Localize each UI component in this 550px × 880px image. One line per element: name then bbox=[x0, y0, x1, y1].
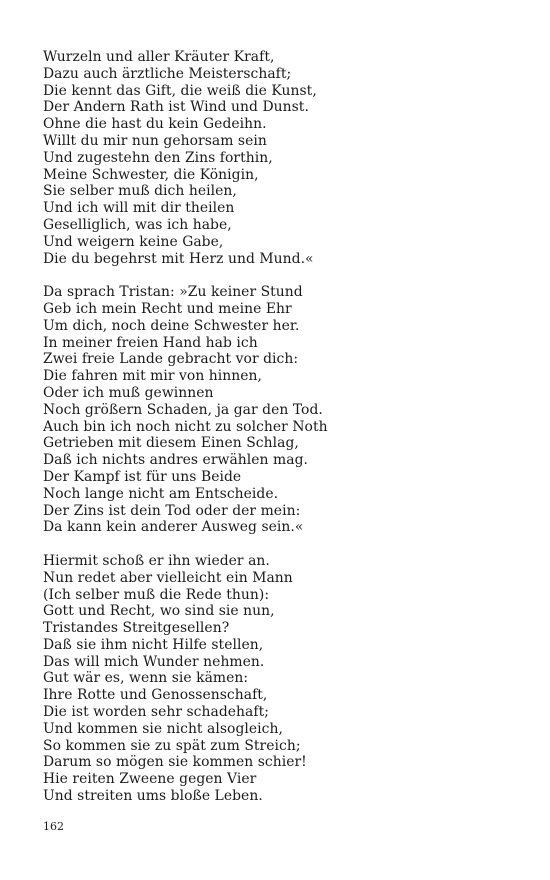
verse-line: Und ich will mit dir theilen bbox=[43, 200, 235, 217]
verse-line: Ihre Rotte und Genossenschaft, bbox=[43, 687, 268, 704]
verse-line: Geselliglich, was ich habe, bbox=[43, 216, 232, 233]
verse-line: Willt du mir nun gehorsam sein bbox=[43, 132, 267, 149]
verse-line: Die kennt das Gift, die weiß die Kunst, bbox=[43, 82, 317, 99]
verse-line: Ohne die hast du kein Gedeihn. bbox=[43, 116, 267, 133]
verse-line: Die ist worden sehr schadehaft; bbox=[43, 704, 269, 721]
verse-line: Meine Schwester, die Königin, bbox=[43, 166, 259, 183]
page-number: 162 bbox=[43, 820, 64, 833]
verse-line: Die du begehrst mit Herz und Mund.« bbox=[43, 250, 314, 267]
verse-line: Gott und Recht, wo sind sie nun, bbox=[43, 603, 275, 620]
verse-line: Und streiten ums bloße Leben. bbox=[43, 788, 263, 805]
verse-line: Daß ich nichts andres erwählen mag. bbox=[43, 452, 308, 469]
verse-line: Da sprach Tristan: »Zu keiner Stund bbox=[43, 284, 303, 301]
verse-line: Auch bin ich noch nicht zu solcher Noth bbox=[43, 418, 328, 435]
verse-line: Da kann kein anderer Ausweg sein.« bbox=[43, 519, 304, 536]
stanza-1 bbox=[43, 49, 513, 267]
verse-line: Daß sie ihm nicht Hilfe stellen, bbox=[43, 636, 264, 653]
verse-line: Das will mich Wunder nehmen. bbox=[43, 653, 265, 670]
verse-line: Noch größern Schaden, ja gar den Tod. bbox=[43, 401, 323, 418]
verse-line: Nun redet aber vielleicht ein Mann bbox=[43, 569, 293, 586]
verse-line: Tristandes Streitgesellen? bbox=[43, 620, 230, 637]
verse-line: Geb ich mein Recht und meine Ehr bbox=[43, 300, 292, 317]
verse-line: Hie reiten Zweene gegen Vier bbox=[43, 771, 257, 788]
verse-line: (Ich selber muß die Rede thun): bbox=[43, 586, 270, 603]
verse-line: Hiermit schoß er ihn wieder an. bbox=[43, 552, 270, 569]
verse-line: Der Zins ist dein Tod oder der mein: bbox=[43, 502, 301, 519]
verse-line: Wurzeln und aller Kräuter Kraft, bbox=[43, 49, 275, 65]
verse-line: So kommen sie zu spät zum Streich; bbox=[43, 737, 301, 754]
verse-line: Und weigern keine Gabe, bbox=[43, 233, 224, 250]
verse-line: Und kommen sie nicht alsogleich, bbox=[43, 720, 283, 737]
verse-line: Zwei freie Lande gebracht vor dich: bbox=[43, 351, 299, 368]
verse-line: Dazu auch ärztliche Meisterschaft; bbox=[43, 65, 292, 82]
stanza-3 bbox=[43, 553, 513, 805]
verse-line: In meiner freien Hand hab ich bbox=[43, 334, 258, 351]
verse-line: Der Andern Rath ist Wind und Dunst. bbox=[43, 99, 309, 116]
stanza-2 bbox=[43, 284, 513, 536]
verse-line: Und zugestehn den Zins forthin, bbox=[43, 149, 273, 166]
verse-line: Noch lange nicht am Entscheide. bbox=[43, 485, 279, 502]
poem-text bbox=[43, 49, 513, 805]
verse-line: Um dich, noch deine Schwester her. bbox=[43, 317, 300, 334]
verse-line: Der Kampf ist für uns Beide bbox=[43, 468, 242, 485]
verse-line: Gut wär es, wenn sie kämen: bbox=[43, 670, 249, 687]
verse-line: Die fahren mit mir von hinnen, bbox=[43, 368, 263, 385]
verse-line: Getrieben mit diesem Einen Schlag, bbox=[43, 435, 299, 452]
verse-line: Oder ich muß gewinnen bbox=[43, 384, 214, 401]
verse-line: Darum so mögen sie kommen schier! bbox=[43, 754, 307, 771]
verse-line: Sie selber muß dich heilen, bbox=[43, 183, 237, 200]
